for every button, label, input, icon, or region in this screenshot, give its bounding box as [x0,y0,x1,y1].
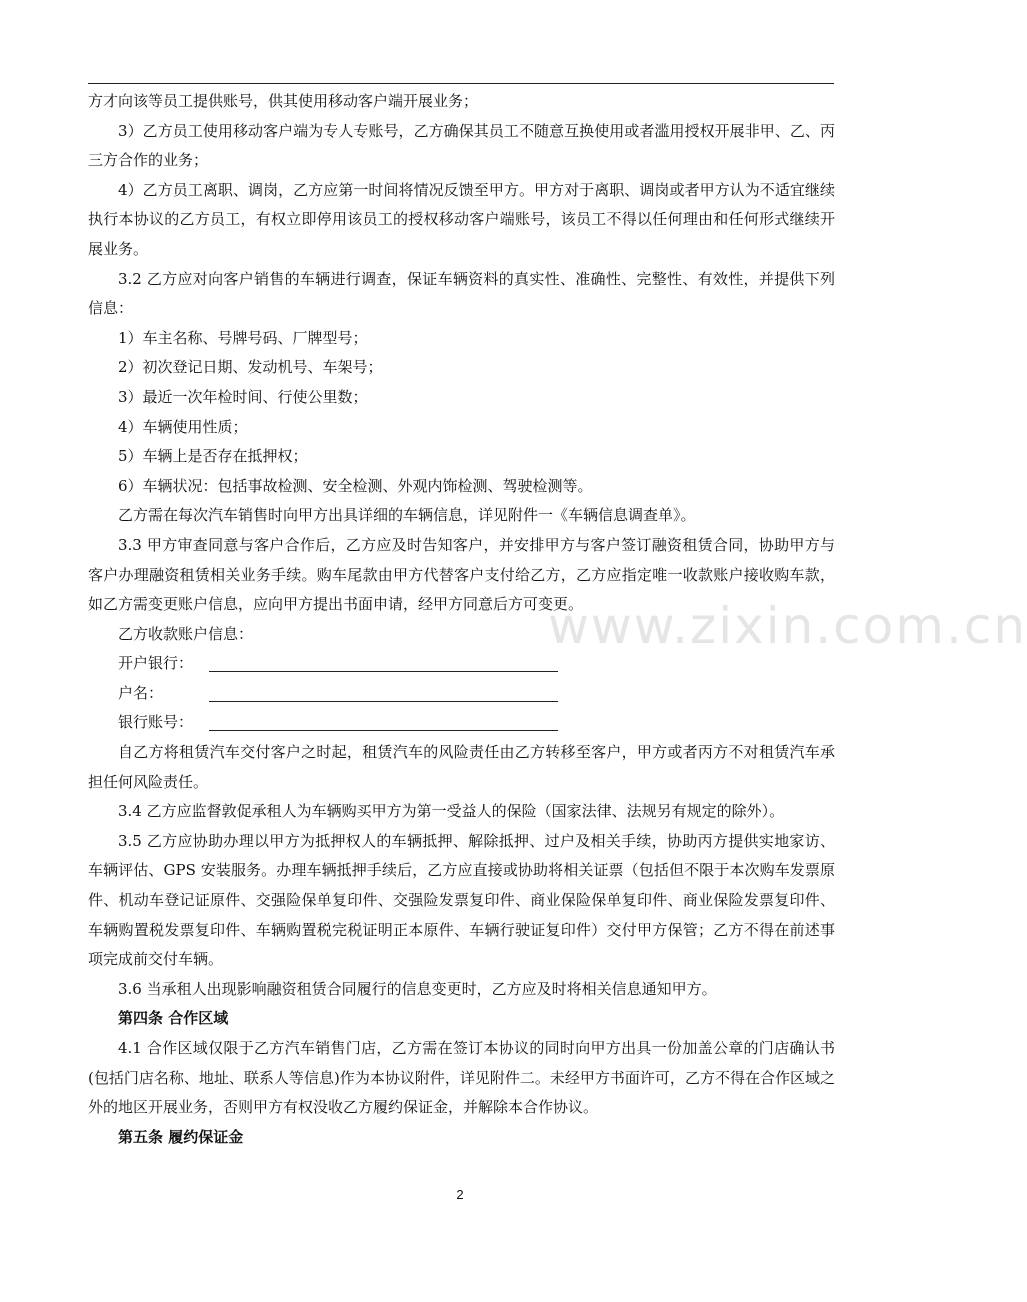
fill-in-blank-line [209,701,558,702]
section-4-heading: 第四条 合作区域 [118,1009,229,1028]
bank-info-title: 乙方收款账户信息： [118,624,254,643]
risk-transfer-paragraph: 自乙方将租赁汽车交付客户之时起，租赁汽车的风险责任由乙方转移至客户，甲方或者丙方不对租赁汽车承担任何风险责任。 [88,743,835,791]
watermark: www.zixin.com.cn [548,597,1027,655]
clause-3-6: 3.6 当承租人出现影响融资租赁合同履行的信息变更时，乙方应及时将相关信息通知甲方。 [118,979,717,998]
clause-3-4: 3.4 乙方应监督敦促承租人为车辆购买甲方为第一受益人的保险（国家法律、法规另有规定的除外）。 [118,802,785,821]
document-body [88,87,835,1152]
bank-field-label: 银行账号： [118,713,194,732]
section-5-heading: 第五条 履约保证金 [118,1127,244,1146]
header-rule [88,83,834,84]
fill-in-blank-line [209,671,558,672]
bank-field-label: 开户银行： [118,654,194,673]
list-item: 4）车辆使用性质； [118,417,248,436]
list-item: 5）车辆上是否存在抵押权； [118,447,308,466]
list-item: 6）车辆状况：包括事故检测、安全检测、外观内饰检测、驾驶检测等。 [118,476,593,495]
clause-3-3: 3.3 甲方审查同意与客户合作后，乙方应及时告知客户，并安排甲方与客户签订融资租赁合同，协助甲方与客户办理融资租赁相关业务手续。购车尾款由甲方代替客户支付给乙方，乙方应指定唯一收款账户接收购车款，如乙方需变更账户信息，应向甲方提出书面申请，经甲方同意后方可变更。 [88,535,835,614]
paragraph-item-4: 4）乙方员工离职、调岗，乙方应第一时间将情况反馈至甲方。甲方对于离职、调岗或者甲方认为不适宜继续执行本协议的乙方员工，有权立即停用该员工的授权移动客户端账号，该员工不得以任何理由和任何形式继续开展业务。 [88,180,835,258]
bank-field-account-name [88,679,835,709]
vehicle-info-note: 乙方需在每次汽车销售时向甲方出具详细的车辆信息，详见附件一《车辆信息调查单》。 [118,506,696,525]
list-item: 3）最近一次年检时间、行使公里数； [118,387,368,406]
page-number: 2 [456,1187,464,1202]
paragraph-continuation: 方才向该等员工提供账号，供其使用移动客户端开展业务； [88,92,479,110]
list-item: 2）初次登记日期、发动机号、车架号； [118,358,383,377]
paragraph-item-3: 3）乙方员工使用移动客户端为专人专账号，乙方确保其员工不随意互换使用或者滥用授权开展非甲、乙、丙三方合作的业务； [88,121,835,170]
fill-in-blank-line [209,730,558,731]
list-item: 1）车主名称、号牌号码、厂牌型号； [118,328,368,347]
bank-field-account-number [88,708,835,738]
bank-field-label: 户名： [118,683,164,702]
clause-3-5: 3.5 乙方应协助办理以甲方为抵押权人的车辆抵押、解除抵押、过户及相关手续，协助丙方提供实地家访、车辆评估、GPS 安装服务。办理车辆抵押手续后，乙方应直接或协助将相关证票（包括但不限于本次购车发票原件、机动车登记证原件、交强险保单复印件、交强险发票复印件、商业保险保单复印件、商业保险发票复印件、车辆购置税发票复印件、车辆购置税完税证明正本原件、车辆行驶证复印件）交付甲方保管；乙方不得在前述事项完成前交付车辆。 [88,831,835,969]
bank-field-bank [88,649,835,679]
clause-3-2: 3.2 乙方应对向客户销售的车辆进行调查，保证车辆资料的真实性、准确性、完整性、有效性，并提供下列信息： [88,269,835,318]
clause-4-1: 4.1 合作区域仅限于乙方汽车销售门店，乙方需在签订本协议的同时向甲方出具一份加盖公章的门店确认书(包括门店名称、地址、联系人等信息)作为本协议附件，详见附件二。未经甲方书面许可，乙方不得在合作区域之外的地区开展业务，否则甲方有权没收乙方履约保证金，并解除本合作协议。 [88,1039,835,1117]
